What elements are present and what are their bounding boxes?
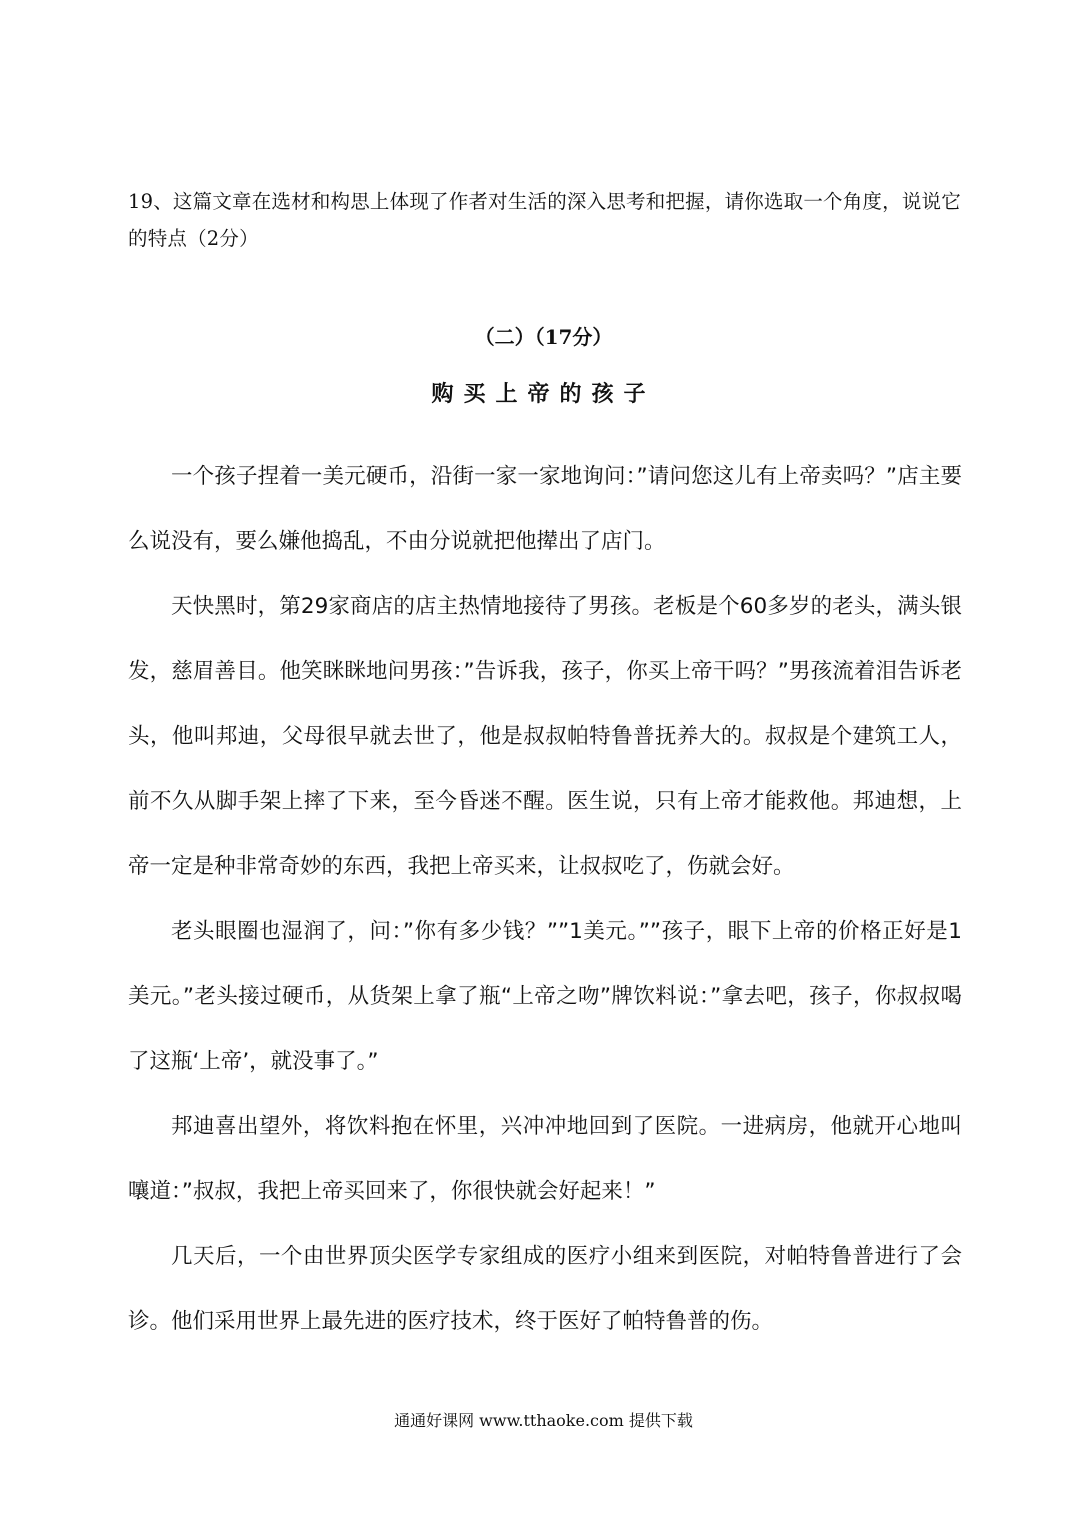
story-paragraph: 几天后，一个由世界顶尖医学专家组成的医疗小组来到医院，对帕特鲁普进行了会诊。他们采用世界上最先进的医疗技术，终于医好了帕特鲁普的伤。: [128, 1244, 962, 1334]
question-19: 19、这篇文章在选材和构思上体现了作者对生活的深入思考和把握，请你选取一个角度，说说它的特点（2分）: [128, 190, 961, 250]
footer-source: 通通好课网 www.tthaoke.com 提供下载: [394, 1411, 693, 1430]
story-paragraph: 一个孩子捏着一美元硬币，沿街一家一家地询问：”请问您这儿有上帝卖吗？”店主要么说没有，要么嫌他捣乱，不由分说就把他撵出了店门。: [128, 464, 962, 554]
story-paragraph: 老头眼圈也湿润了，问：”你有多少钱？””1美元。””孩子，眼下上帝的价格正好是1美元。”老头接过硬币，从货架上拿了瓶“上帝之吻”牌饮料说：”拿去吧，孩子，你叔叔喝了这瓶‘上帝’，就没事了。”: [128, 919, 962, 1074]
story-title: 购买上帝的孩子: [431, 382, 656, 407]
story-body: [128, 444, 962, 1354]
section-heading: （二）（17分）: [474, 325, 613, 349]
story-paragraph: 天快黑时，第29家商店的店主热情地接待了男孩。老板是个60多岁的老头，满头银发，慈眉善目。他笑眯眯地问男孩：”告诉我，孩子，你买上帝干吗？”男孩流着泪告诉老头，他叫邦迪，父母很早就去世了，他是叔叔帕特鲁普抚养大的。叔叔是个建筑工人，前不久从脚手架上摔了下来，至今昏迷不醒。医生说，只有上帝才能救他。邦迪想，上帝一定是种非常奇妙的东西，我把上帝买来，让叔叔吃了，伤就会好。: [128, 594, 962, 879]
story-paragraph: 邦迪喜出望外，将饮料抱在怀里，兴冲冲地回到了医院。一进病房，他就开心地叫嚷道：”叔叔，我把上帝买回来了，你很快就会好起来！”: [128, 1114, 962, 1204]
